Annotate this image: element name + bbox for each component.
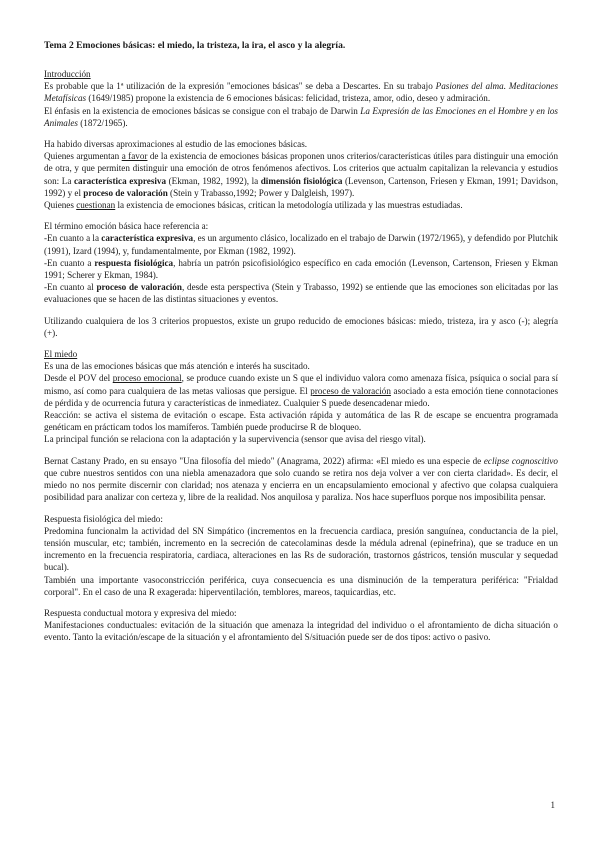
text-run: Reacción: se activa el sistema de evitación o escape. Esta activación rápida y automática de las R de escape se encuentra programada genéticam en prácticam todos los mamíferos. También puede producirse R de bloqueo. xyxy=(44,410,558,433)
intro-paragraph-2 xyxy=(44,105,558,129)
text-run: que cubre nuestros sentidos con una niebla amenazadora que solo cuando se retira nos deja volver a ver con cierta claridad». Es decir, el miedo no nos permite discernir con claridad; nos atenaza y encierra en un encapsulamiento emocional y afectivo que colapsa cualquiera posibilidad para analizar con certeza y, libre de la realidad. Nos anquilosa y paraliza. Nos hace superfluos porque nos imposibilita pensar. xyxy=(44,467,558,503)
text-run: proceso de valoración xyxy=(83,187,168,198)
text-run: (1872/1965). xyxy=(77,117,128,128)
term-paragraph-1 xyxy=(44,220,558,232)
text-run: característica expresiva xyxy=(101,233,194,244)
castany-quote-paragraph xyxy=(44,455,558,504)
text-run: , desde esta perspectiva (Stein y Trabasso, 1992) se entiende que las emociones son elicitadas por las evaluaciones que se hacen de las distintas situaciones y eventos. xyxy=(44,282,558,305)
text-run: Pasiones del alma. Meditaciones Metafísicas xyxy=(44,81,558,104)
text-run: la existencia de emociones básicas, critican la metodología utilizada y las muestras estudiadas. xyxy=(115,200,463,211)
text-run: (Levenson, Cartenson, Friesen y Ekman, 1991; Davidson, 1992) y el xyxy=(44,175,558,198)
text-run: (Stein y Trabasso,1992; Power y Dalgleish, 1997). xyxy=(167,187,355,198)
miedo-paragraph-1 xyxy=(44,360,558,372)
text-run: Desde el POV del xyxy=(44,373,113,384)
intro-paragraph-1 xyxy=(44,80,558,104)
approaches-paragraph-2 xyxy=(44,150,558,199)
document-page xyxy=(44,40,558,644)
approaches-paragraph-3 xyxy=(44,199,558,211)
text-run: , se produce cuando existe un S que el individuo valora como amenaza física, psíquica o social para sí mismo, así como para cualquiera de las metas valiosas que persigue. El xyxy=(44,373,558,396)
text-run: eclipse cognoscitivo xyxy=(483,455,558,466)
fisio-heading xyxy=(44,513,558,525)
conduct-heading xyxy=(44,607,558,619)
text-run: a favor xyxy=(121,151,148,162)
text-run: , habría un patrón psicofisiológico específico en cada emoción (Levenson, Cartenson, Friesen y Ekman 1991; Scherer y Ekman, 1984). xyxy=(44,257,558,281)
text-run: Utilizando cualquiera de los 3 criterios propuestos, existe un grupo reducido de emociones básicas: miedo, tristeza, ira y asco (-); alegría (+). xyxy=(44,315,558,338)
fisio-paragraph-1 xyxy=(44,525,558,574)
text-run: dimensión fisiológica xyxy=(260,175,343,186)
text-run: Ha habido diversas aproximaciones al estudio de las emociones básicas. xyxy=(44,139,308,150)
text-run: característica expresiva xyxy=(73,175,167,186)
text-run: -En cuanto a la xyxy=(44,233,102,244)
text-run: Quienes xyxy=(44,200,77,211)
text-run: , es un argumento clásico, localizado en el trabajo de Darwin (1972/1965), y defendido por Plutchik (1991), Izard (1994), y, fundamentalmente, por Ekman (1982, 1992). xyxy=(44,233,558,256)
text-run: -En cuanto al xyxy=(44,282,97,293)
text-run: Manifestaciones conductuales: evitación de la situación que amenaza la integridad del individuo o el afrontamiento de dicha situación o evento. Tanto la evitación/escape de la situación y el afrontamiento del S/situación puede ser de dos tipos: activo o pasivo. xyxy=(44,620,558,643)
text-run: proceso emocional xyxy=(112,373,182,384)
section-heading-introduccion: Introducción xyxy=(44,69,91,79)
text-run: proceso de valoración xyxy=(96,282,182,293)
text-run: Es una de las emociones básicas que más atención e interés ha suscitado. xyxy=(44,361,310,372)
text-run: asociado a esta emoción tiene connotaciones de pérdida y de ocurrencia futura y características de inmediatez. Cualquier S puede desencadenar miedo. xyxy=(44,385,558,408)
text-run: Quienes argumentan xyxy=(44,151,122,162)
text-run: respuesta fisiológica xyxy=(94,257,174,268)
text-run: cuestionan xyxy=(76,200,116,211)
fisio-paragraph-2 xyxy=(44,574,558,598)
text-run: Es probable que la 1ª utilización de la expresión "emociones básicas" se deba a Descartes. En su trabajo xyxy=(44,81,436,92)
text-run: (1649/1985) propone la existencia de 6 emociones básicas: felicidad, tristeza, amor, odio, deseo y admiración. xyxy=(86,93,491,104)
text-run: de la existencia de emociones básicas proponen unos criterios/características útiles para distinguir una emoción de otra, y que permiten distinguir una emoción de otros fenómenos afectivos. Los criterios que actualm capitalizan la relevancia y estudios son: La xyxy=(44,151,559,186)
text-run: El énfasis en la existencia de emociones básicas se consigue con el trabajo de Darwin xyxy=(44,105,361,116)
text-run: -En cuanto a xyxy=(44,257,95,268)
text-run: Respuesta fisiológica del miedo: xyxy=(44,513,163,524)
text-run: (Ekman, 1982, 1992), la xyxy=(166,175,261,186)
page-number: 1 xyxy=(550,800,555,810)
miedo-paragraph-3 xyxy=(44,409,558,433)
text-run: La Expresión de las Emociones en el Hombre y en los Animales xyxy=(44,105,558,128)
text-run: También una importante vasoconstricción periférica, cuya consecuencia es una disminución de la temperatura periférica: "Frialdad corporal". En el caso de una R exagerada: hiperventilación, temblores, mareos, taquicardias, etc. xyxy=(44,574,558,597)
text-run: Predomina funcionalm la actividad del SN Simpático (incrementos en la frecuencia cardiaca, presión sanguínea, conductancia de la piel, tensión muscular, etc; también, incremento en la secreción de catecolaminas desde la médula adrenal (epinefrina), que se traduce en un incremento en la frecuencia respiratoria, cardiaca, alteraciones en las Rs de sudoración, trastornos gástricos, tensión muscular y sequedad bucal). xyxy=(44,525,558,573)
text-run: proceso de valoración xyxy=(310,385,391,396)
text-run: Bernat Castany Prado, en su ensayo "Una filosofía del miedo" (Anagrama, 2022) afirma: «El miedo es una especie de xyxy=(44,455,484,466)
approaches-paragraph-1 xyxy=(44,138,558,150)
miedo-paragraph-4 xyxy=(44,433,558,445)
miedo-paragraph-2 xyxy=(44,372,558,409)
section-heading-miedo: El miedo xyxy=(44,349,78,360)
text-run: El término emoción básica hace referencia a: xyxy=(44,221,209,232)
document-title: Tema 2 Emociones básicas: el miedo, la tristeza, la ira, el asco y la alegría. xyxy=(44,40,346,51)
text-run: Respuesta conductual motora y expresiva del miedo: xyxy=(44,607,237,618)
criteria-paragraph xyxy=(44,315,558,339)
term-paragraph-4 xyxy=(44,281,558,305)
text-run: La principal función se relaciona con la adaptación y la supervivencia (sensor que avisa del riesgo vital). xyxy=(44,434,426,445)
term-paragraph-2 xyxy=(44,232,558,256)
term-paragraph-3 xyxy=(44,257,558,281)
conduct-paragraph-1 xyxy=(44,619,558,643)
